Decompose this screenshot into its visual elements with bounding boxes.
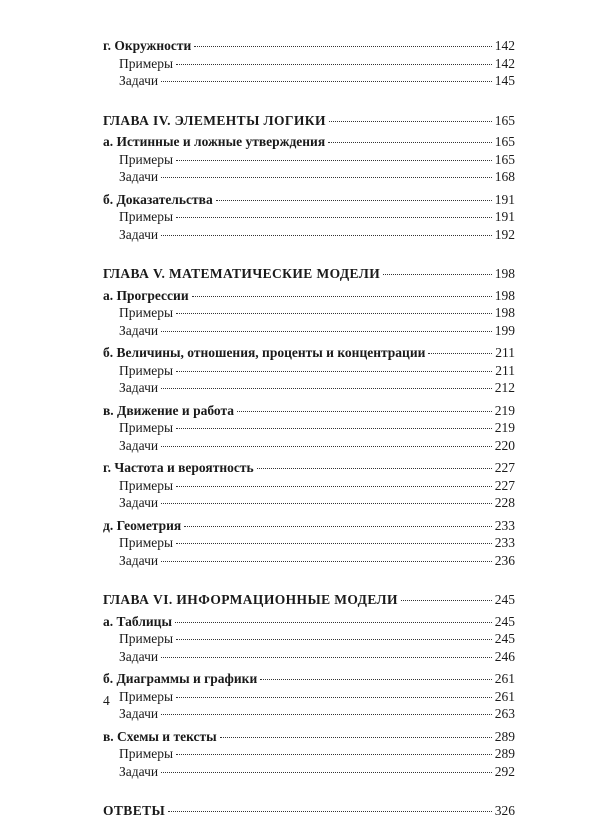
toc-chapter-row[interactable] xyxy=(103,591,515,609)
dot-leader xyxy=(161,81,492,82)
toc-page-number: 168 xyxy=(494,169,515,184)
toc-sub-label: Примеры xyxy=(119,420,174,435)
toc-sub-label: Примеры xyxy=(119,631,174,646)
toc-sub-label: Примеры xyxy=(119,362,174,378)
dot-leader xyxy=(161,331,492,332)
dot-leader xyxy=(237,411,492,412)
toc-sub-row[interactable] xyxy=(103,168,515,186)
toc-page-number: 145 xyxy=(494,73,515,88)
toc-page-number: 245 xyxy=(494,613,515,629)
toc-sub-row[interactable] xyxy=(103,419,515,437)
dot-leader xyxy=(184,526,492,527)
toc-section-row[interactable] xyxy=(103,344,515,362)
dot-leader xyxy=(176,639,492,640)
toc-page-number: 227 xyxy=(494,460,515,475)
dot-leader xyxy=(220,737,492,738)
toc-page-number: 261 xyxy=(494,671,515,686)
toc-chapter-row[interactable] xyxy=(103,112,515,130)
toc-page-number: 165 xyxy=(494,112,515,128)
toc-sub-row[interactable] xyxy=(103,745,515,763)
dot-leader xyxy=(176,428,492,429)
toc-section-label: в. Движение и работа xyxy=(103,402,235,418)
toc-sub-label: Примеры xyxy=(119,688,174,704)
toc-section-label: б. Величины, отношения, проценты и концентрации xyxy=(103,345,426,360)
toc-sub-row[interactable] xyxy=(103,304,515,322)
toc-sub-row[interactable] xyxy=(103,763,515,781)
toc-page-number: 165 xyxy=(494,134,515,149)
toc-page-number: 142 xyxy=(494,55,515,71)
toc-page-number: 198 xyxy=(494,305,515,320)
toc-sub-label: Задачи xyxy=(119,495,159,510)
toc-section-row[interactable] xyxy=(103,517,515,535)
toc-sub-label: Примеры xyxy=(119,209,174,224)
toc-sub-label: Задачи xyxy=(119,706,159,721)
toc-sub-label: Задачи xyxy=(119,73,159,88)
dot-leader xyxy=(161,388,492,389)
toc-chapter-label: ГЛАВА V. МАТЕМАТИЧЕСКИЕ МОДЕЛИ xyxy=(103,266,381,281)
table-of-contents xyxy=(103,37,515,820)
toc-section-label: а. Истинные и ложные утверждения xyxy=(103,134,326,149)
toc-section-label: б. Диаграммы и графики xyxy=(103,671,258,686)
toc-sub-label: Задачи xyxy=(119,763,159,779)
toc-page-number: 198 xyxy=(494,266,515,281)
toc-page-number: 198 xyxy=(494,287,515,303)
dot-leader xyxy=(161,772,492,773)
toc-section-label: б. Доказательства xyxy=(103,191,213,207)
toc-sub-label: Задачи xyxy=(119,322,159,338)
toc-section-label: а. Таблицы xyxy=(103,613,173,629)
toc-sub-label: Примеры xyxy=(119,305,174,320)
spacer xyxy=(103,569,515,591)
toc-page-number: 236 xyxy=(494,552,515,568)
toc-page-number: 228 xyxy=(494,495,515,510)
toc-page-number: 199 xyxy=(494,322,515,338)
toc-page-number: 263 xyxy=(494,706,515,721)
toc-sub-row[interactable] xyxy=(103,72,515,90)
toc-sub-label: Задачи xyxy=(119,437,159,453)
page-number: 4 xyxy=(103,693,110,708)
toc-page-number: 233 xyxy=(494,517,515,533)
toc-sub-row[interactable] xyxy=(103,705,515,723)
toc-sub-label: Примеры xyxy=(119,55,174,71)
toc-page-number: 233 xyxy=(494,535,515,550)
toc-page-number: 192 xyxy=(494,226,515,242)
toc-chapter-label: ГЛАВА IV. ЭЛЕМЕНТЫ ЛОГИКИ xyxy=(103,112,326,128)
dot-leader xyxy=(161,657,492,658)
toc-section-label: в. Схемы и тексты xyxy=(103,728,217,744)
toc-sub-row[interactable] xyxy=(103,494,515,512)
toc-section-row[interactable] xyxy=(103,459,515,477)
dot-leader xyxy=(176,160,492,161)
toc-page-number: 191 xyxy=(494,191,515,207)
toc-section-row[interactable] xyxy=(103,37,515,55)
toc-sub-label: Задачи xyxy=(119,552,159,568)
dot-leader xyxy=(257,468,492,469)
toc-sub-row[interactable] xyxy=(103,630,515,648)
dot-leader xyxy=(216,200,492,201)
dot-leader xyxy=(176,217,492,218)
dot-leader xyxy=(161,503,492,504)
dot-leader xyxy=(161,235,492,236)
dot-leader xyxy=(329,121,492,122)
dot-leader xyxy=(161,561,492,562)
dot-leader xyxy=(194,46,491,47)
dot-leader xyxy=(176,486,492,487)
toc-sub-label: Примеры xyxy=(119,535,174,550)
toc-page-number: 289 xyxy=(494,746,515,761)
dot-leader xyxy=(176,313,492,314)
toc-page-number: 211 xyxy=(495,362,515,378)
dot-leader xyxy=(161,177,492,178)
dot-leader xyxy=(176,754,492,755)
toc-sub-row[interactable] xyxy=(103,55,515,73)
toc-sub-row[interactable] xyxy=(103,437,515,455)
toc-page-number: 326 xyxy=(494,803,515,818)
toc-section-row[interactable] xyxy=(103,728,515,746)
toc-chapter-label: ОТВЕТЫ xyxy=(103,803,166,818)
dot-leader xyxy=(168,811,492,812)
dot-leader xyxy=(383,274,492,275)
toc-sub-row[interactable] xyxy=(103,552,515,570)
toc-page-number: 227 xyxy=(494,477,515,493)
dot-leader xyxy=(176,543,492,544)
toc-sub-label: Примеры xyxy=(119,151,174,167)
dot-leader xyxy=(161,714,492,715)
toc-chapter-row[interactable] xyxy=(103,802,515,820)
toc-page-number: 261 xyxy=(494,688,515,704)
toc-sub-row[interactable] xyxy=(103,362,515,380)
toc-section-row[interactable] xyxy=(103,613,515,631)
toc-page-number: 246 xyxy=(494,648,515,664)
dot-leader xyxy=(176,64,492,65)
toc-page-number: 219 xyxy=(494,420,515,435)
toc-section-label: г. Частота и вероятность xyxy=(103,460,254,475)
toc-section-row[interactable] xyxy=(103,670,515,688)
toc-sub-row[interactable] xyxy=(103,534,515,552)
toc-page-number: 245 xyxy=(494,631,515,646)
toc-sub-label: Задачи xyxy=(119,648,159,664)
toc-sub-label: Примеры xyxy=(119,746,174,761)
spacer xyxy=(103,90,515,112)
spacer xyxy=(103,243,515,265)
toc-section-row[interactable] xyxy=(103,402,515,420)
toc-sub-row[interactable] xyxy=(103,322,515,340)
spacer xyxy=(103,780,515,802)
dot-leader xyxy=(176,371,492,372)
toc-section-label: д. Геометрия xyxy=(103,517,182,533)
toc-page-number: 289 xyxy=(494,728,515,744)
dot-leader xyxy=(328,142,492,143)
toc-page-number: 220 xyxy=(494,437,515,453)
dot-leader xyxy=(176,697,492,698)
dot-leader xyxy=(175,622,492,623)
toc-page-number: 211 xyxy=(495,345,515,360)
toc-section-row[interactable] xyxy=(103,287,515,305)
toc-page-number: 212 xyxy=(494,380,515,395)
toc-page-number: 292 xyxy=(494,763,515,779)
toc-page-number: 165 xyxy=(494,151,515,167)
toc-page-number: 245 xyxy=(494,592,515,607)
toc-sub-label: Задачи xyxy=(119,169,159,184)
toc-sub-label: Задачи xyxy=(119,380,159,395)
toc-sub-row[interactable] xyxy=(103,648,515,666)
toc-sub-label: Задачи xyxy=(119,226,159,242)
dot-leader xyxy=(192,296,492,297)
toc-section-row[interactable] xyxy=(103,133,515,151)
dot-leader xyxy=(260,679,492,680)
toc-sub-row[interactable] xyxy=(103,226,515,244)
toc-page-number: 191 xyxy=(494,209,515,224)
toc-sub-row[interactable] xyxy=(103,688,515,706)
toc-section-label: а. Прогрессии xyxy=(103,287,189,303)
toc-chapter-row[interactable] xyxy=(103,265,515,283)
toc-sub-row[interactable] xyxy=(103,379,515,397)
dot-leader xyxy=(428,353,492,354)
toc-sub-label: Примеры xyxy=(119,477,174,493)
toc-sub-row[interactable] xyxy=(103,208,515,226)
toc-sub-row[interactable] xyxy=(103,477,515,495)
toc-section-label: г. Окружности xyxy=(103,38,192,53)
dot-leader xyxy=(161,446,492,447)
toc-page-number: 142 xyxy=(494,38,515,53)
toc-page-number: 219 xyxy=(494,402,515,418)
dot-leader xyxy=(401,600,492,601)
toc-chapter-label: ГЛАВА VI. ИНФОРМАЦИОННЫЕ МОДЕЛИ xyxy=(103,592,398,607)
toc-sub-row[interactable] xyxy=(103,151,515,169)
toc-section-row[interactable] xyxy=(103,191,515,209)
